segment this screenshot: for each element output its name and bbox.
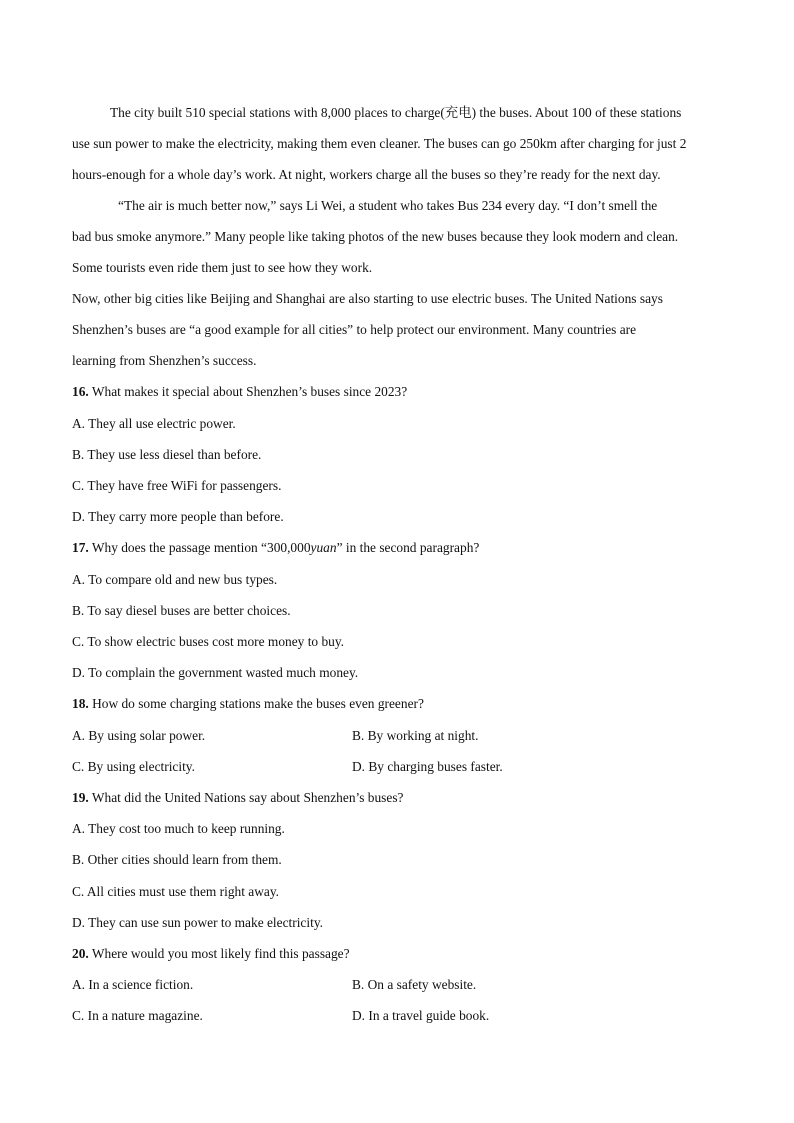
question-16-option-b: B. They use less diesel than before. (72, 447, 262, 462)
question-number: 18. (72, 696, 89, 711)
passage-p1-line1: The city built 510 special stations with 8,000 places to charge(充电) the buses. About 100 of these stations (110, 105, 682, 120)
question-19-option-d: D. They can use sun power to make electricity. (72, 915, 323, 930)
question-20-option-d: D. In a travel guide book. (352, 1008, 490, 1023)
question-18-option-a: A. By using solar power. (72, 728, 206, 743)
question-16-option-d: D. They carry more people than before. (72, 509, 284, 524)
question-16-option-a: A. They all use electric power. (72, 416, 236, 431)
passage-p1-line3: hours-enough for a whole day’s work. At night, workers charge all the buses so they’re ready for the next day. (72, 167, 661, 182)
question-20-option-b: B. On a safety website. (352, 977, 477, 992)
question-20-options-row2 (72, 1007, 732, 1025)
question-18-options-row2 (72, 758, 732, 776)
question-20-stem (72, 945, 732, 963)
question-text: What makes it special about Shenzhen’s buses since 2023? (88, 384, 408, 399)
question-18-options-row1 (72, 727, 732, 745)
passage-p3-line3: learning from Shenzhen’s success. (72, 353, 257, 368)
question-text-italic: yuan (310, 540, 337, 555)
question-18-option-d: D. By charging buses faster. (352, 759, 503, 774)
passage-p3-line1: Now, other big cities like Beijing and Shanghai are also starting to use electric buses. The United Nations says (72, 291, 663, 306)
question-number: 16. (72, 384, 89, 399)
question-19-option-a: A. They cost too much to keep running. (72, 821, 285, 836)
question-17-option-a: A. To compare old and new bus types. (72, 572, 278, 587)
question-number: 19. (72, 790, 89, 805)
question-text: Where would you most likely find this passage? (88, 946, 350, 961)
question-19-option-c: C. All cities must use them right away. (72, 884, 280, 899)
question-16-stem (72, 383, 732, 401)
question-number: 20. (72, 946, 89, 961)
passage-p1-line2: use sun power to make the electricity, making them even cleaner. The buses can go 250km after charging for just 2 (72, 136, 687, 151)
question-17-stem (72, 539, 732, 557)
question-19-option-b: B. Other cities should learn from them. (72, 852, 282, 867)
question-19-stem (72, 789, 732, 807)
passage-p2-line2: bad bus smoke anymore.” Many people like taking photos of the new buses because they look modern and clean. (72, 229, 679, 244)
question-text: Why does the passage mention “300,000 (88, 540, 311, 555)
question-17-option-b: B. To say diesel buses are better choices. (72, 603, 291, 618)
question-text: How do some charging stations make the buses even greener? (88, 696, 424, 711)
question-20-options-row1 (72, 976, 732, 994)
passage-p2-line1: “The air is much better now,” says Li Wei, a student who takes Bus 234 every day. “I don’t smell the (118, 198, 658, 213)
question-text: What did the United Nations say about Shenzhen’s buses? (88, 790, 404, 805)
question-18-option-c: C. By using electricity. (72, 759, 195, 774)
passage-p3-line2: Shenzhen’s buses are “a good example for all cities” to help protect our environment. Many countries are (72, 322, 637, 337)
question-18-option-b: B. By working at night. (352, 728, 479, 743)
question-16-option-c: C. They have free WiFi for passengers. (72, 478, 282, 493)
question-20-option-c: C. In a nature magazine. (72, 1008, 203, 1023)
question-17-option-c: C. To show electric buses cost more money to buy. (72, 634, 345, 649)
question-text: ” in the second paragraph? (336, 540, 480, 555)
passage-p2-line3: Some tourists even ride them just to see how they work. (72, 260, 373, 275)
question-18-stem (72, 695, 732, 713)
question-20-option-a: A. In a science fiction. (72, 977, 194, 992)
question-number: 17. (72, 540, 89, 555)
question-17-option-d: D. To complain the government wasted much money. (72, 665, 359, 680)
